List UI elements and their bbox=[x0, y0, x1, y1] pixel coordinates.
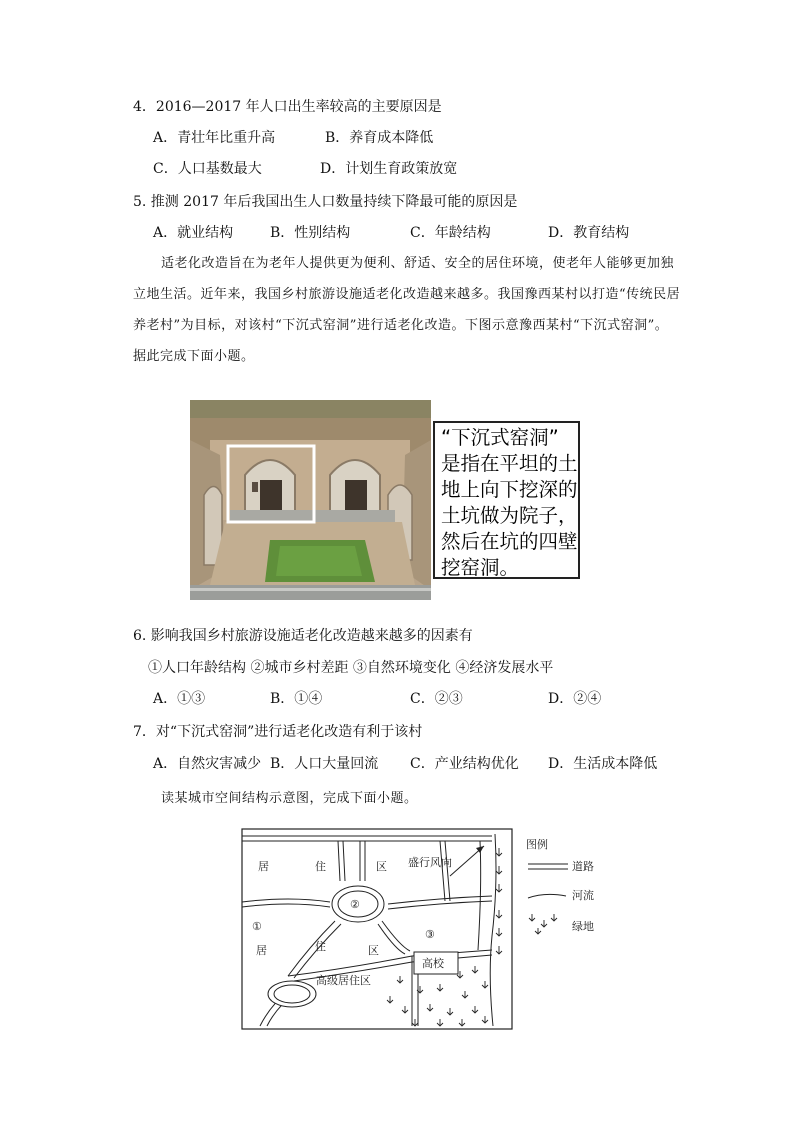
q5-option-d: D．教育结构 bbox=[548, 225, 630, 241]
q6-option-b: B．①④ bbox=[270, 691, 323, 707]
q7-option-c: C．产业结构优化 bbox=[410, 756, 519, 772]
map-label-gaoji: 高级居住区 bbox=[316, 974, 371, 987]
map-label-zhu-2: 住 bbox=[315, 940, 326, 953]
legend-title: 图例 bbox=[526, 838, 548, 851]
q6-stem: 6. 影响我国乡村旅游设施适老化改造越来越多的因素有 bbox=[133, 628, 473, 644]
q7-option-b: B．人口大量回流 bbox=[270, 756, 379, 772]
map-label-ju-1: 居 bbox=[258, 860, 269, 873]
q4-option-a: A．青壮年比重升高 bbox=[153, 130, 276, 146]
map-label-circle-2: ② bbox=[350, 898, 360, 911]
q4-stem: 4．2016—2017 年人口出生率较高的主要原因是 bbox=[133, 99, 442, 115]
q5-option-c: C．年龄结构 bbox=[410, 225, 491, 241]
passage-yaodong bbox=[133, 248, 681, 372]
passage-map-intro: 读某城市空间结构示意图，完成下面小题。 bbox=[161, 791, 418, 806]
q5-option-b: B．性别结构 bbox=[270, 225, 351, 241]
yaodong-photo bbox=[190, 400, 431, 600]
map-label-ju-2: 居 bbox=[256, 944, 267, 957]
legend-road-label: 道路 bbox=[572, 860, 594, 873]
q7-option-d: D．生活成本降低 bbox=[548, 756, 658, 772]
passage-line: 养老村”为目标，对该村“下沉式窑洞”进行适老化改造。下图示意豫西某村“下沉式窑洞”。 bbox=[133, 318, 669, 333]
callout-line: 然后在坑的四壁 bbox=[441, 530, 578, 553]
q7-stem: 7．对“下沉式窑洞”进行适老化改造有利于该村 bbox=[133, 724, 423, 740]
q6-option-d: D．②④ bbox=[548, 691, 602, 707]
map-label-qu-1: 区 bbox=[376, 860, 387, 873]
q6-option-a: A．①③ bbox=[153, 691, 206, 707]
map-label-zhu-1: 住 bbox=[315, 860, 326, 873]
map-label-gaoxiao: 高校 bbox=[422, 957, 444, 970]
legend-river-icon bbox=[528, 894, 566, 898]
callout-line: 是指在平坦的土 bbox=[441, 452, 578, 475]
map-label-wind: 盛行风向 bbox=[408, 856, 452, 869]
passage-line: 适老化改造旨在为老年人提供更为便利、舒适、安全的居住环境，使老年人能够更加独 bbox=[161, 256, 675, 271]
city-structure-map bbox=[240, 826, 630, 1031]
q6-option-c: C．②③ bbox=[410, 691, 463, 707]
legend-road-icon bbox=[528, 864, 568, 869]
q4-option-c: C．人口基数最大 bbox=[153, 161, 262, 177]
yaodong-callout bbox=[433, 421, 580, 579]
legend-river-label: 河流 bbox=[572, 889, 594, 902]
callout-line: 地上向下挖深的 bbox=[441, 478, 578, 501]
map-label-qu-2: 区 bbox=[368, 944, 379, 957]
callout-line: 挖窑洞。 bbox=[441, 556, 520, 579]
legend-green-icon bbox=[529, 914, 557, 934]
callout-line: 土坑做为院子， bbox=[441, 504, 578, 527]
q5-stem: 5. 推测 2017 年后我国出生人口数量持续下降最可能的原因是 bbox=[133, 194, 518, 210]
q7-option-a: A．自然灾害减少 bbox=[153, 756, 262, 772]
legend-green-label: 绿地 bbox=[572, 920, 594, 933]
passage-line: 立地生活。近年来，我国乡村旅游设施适老化改造越来越多。我国豫西某村以打造“传统民居 bbox=[133, 287, 681, 302]
passage-line: 据此完成下面小题。 bbox=[133, 349, 255, 364]
map-label-circle-1: ① bbox=[252, 920, 262, 933]
callout-line: “下沉式窑洞” bbox=[441, 426, 559, 449]
q4-option-d: D．计划生育政策放宽 bbox=[320, 161, 458, 177]
map-label-circle-3: ③ bbox=[425, 928, 435, 941]
q5-option-a: A．就业结构 bbox=[153, 225, 234, 241]
q6-items: ①人口年龄结构 ②城市乡村差距 ③自然环境变化 ④经济发展水平 bbox=[148, 660, 554, 676]
q4-option-b: B．养育成本降低 bbox=[325, 130, 434, 146]
